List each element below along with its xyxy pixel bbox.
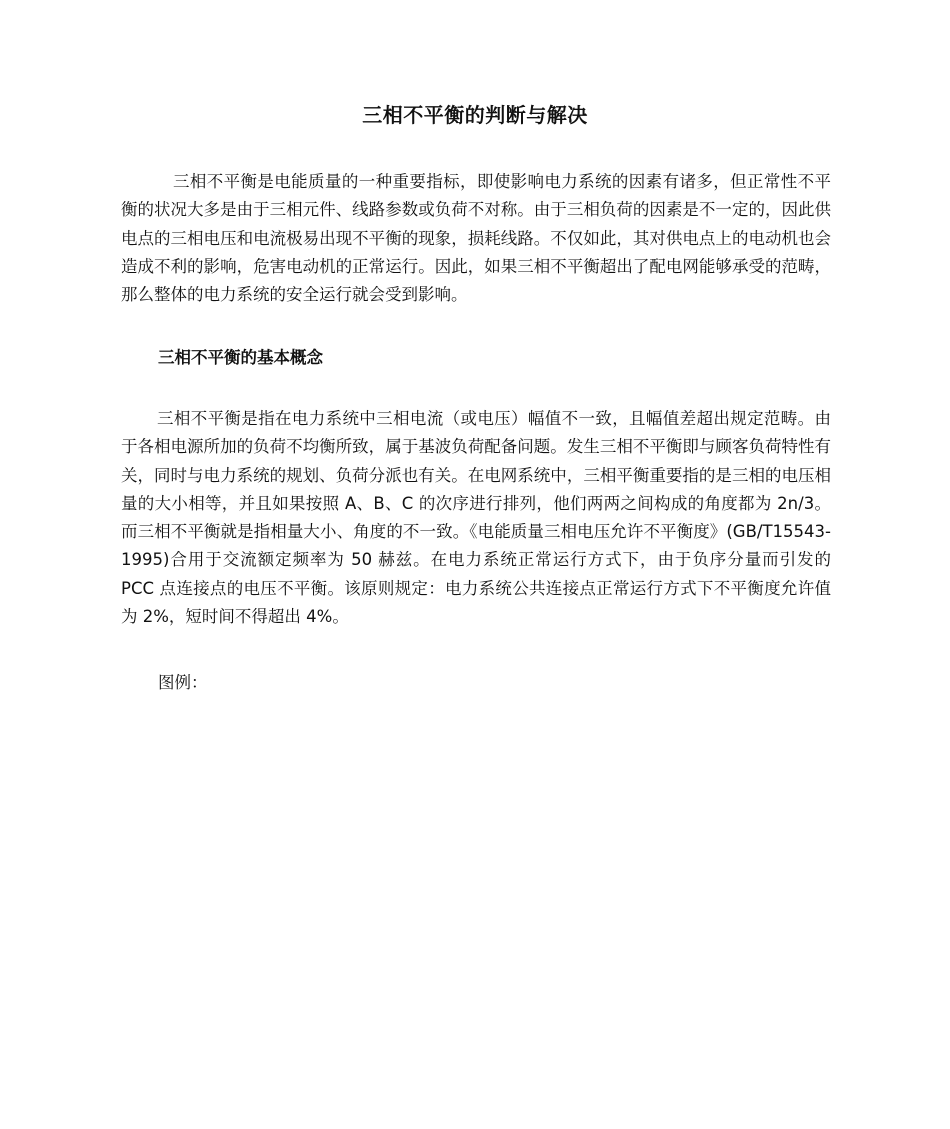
concept-paragraph: 三相不平衡是指在电力系统中三相电流（或电压）幅值不一致，且幅值差超出规定范畴。由于各相电源所加的负荷不均衡所致，属于基波负荷配备问题。发生三相不平衡即与顾客负荷特性有关，同时与电力系统的规划、负荷分派也有关。在电网系统中，三相平衡重要指的是三相的电压相量的大小相等，并且如果按照 A、B、C 的次序进行排列，他们两两之间构成的角度都为 2n/3。而三相不平衡就是指相量大小、角度的不一致。《电能质量三相电压允许不平衡度》(GB/T15543-1995)合用于交流额定频率为 50 赫兹。在电力系统正常运行方式下，由于负序分量而引发的 PCC 点连接点的电压不平衡。该原则规定：电力系统公共连接点正常运行方式下不平衡度允许值为 2%，短时间不得超出 4%。 bbox=[121, 409, 831, 627]
section-heading: 三相不平衡的基本概念 bbox=[158, 348, 323, 367]
figure-label: 图例： bbox=[158, 673, 208, 692]
intro-paragraph: 三相不平衡是电能质量的一种重要指标，即使影响电力系统的因素有诸多，但正常性不平衡的状况大多是由于三相元件、线路参数或负荷不对称。由于三相负荷的因素是不一定的，因此供电点的三相电压和电流极易出现不平衡的现象，损耗线路。不仅如此，其对供电点上的电动机也会造成不利的影响，危害电动机的正常运行。因此，如果三相不平衡超出了配电网能够承受的范畴，那么整体的电力系统的安全运行就会受到影响。 bbox=[121, 172, 831, 305]
document-title: 三相不平衡的判断与解决 bbox=[362, 103, 588, 127]
